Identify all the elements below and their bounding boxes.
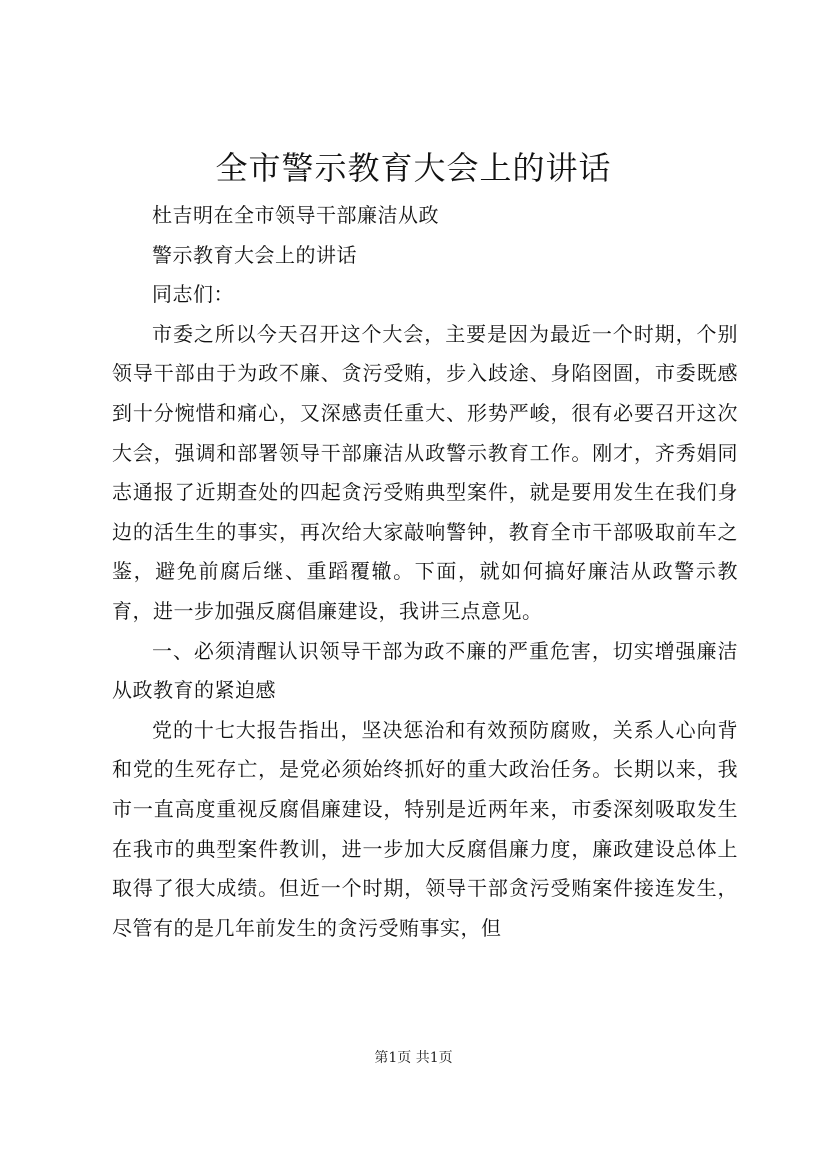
document-title: 全市警示教育大会上的讲话 — [215, 149, 612, 187]
occasion-line: 警示教育大会上的讲话 — [152, 242, 357, 267]
document-body — [112, 196, 738, 948]
speaker-line: 杜吉明在全市领导干部廉洁从政 — [152, 203, 439, 227]
body-paragraph-intro: 市委之所以今天召开这个大会，主要是因为最近一个时期，个别领导干部由于为政不廉、贪污受贿，步入歧途、身陷囹圄，市委既感到十分惋惜和痛心，又深感责任重大、形势严峻，很有必要召开这次大会，强调和部署领导干部廉洁从政警示教育工作。刚才，齐秀娟同志通报了近期查处的四起贪污受贿典型案件，就是要用发生在我们身边的活生生的事实，再次给大家敲响警钟，教育全市干部吸取前车之鉴，避免前腐后继、重蹈覆辙。下面，就如何搞好廉洁从政警示教育，进一步加强反腐倡廉建设，我讲三点意见。 — [112, 321, 738, 623]
body-paragraph-section-1: 党的十七大报告指出，坚决惩治和有效预防腐败，关系人心向背和党的生死存亡，是党必须始终抓好的重大政治任务。长期以来，我市一直高度重视反腐倡廉建设，特别是近两年来，市委深刻吸取发生在我市的典型案件教训，进一步加大反腐倡廉力度，廉政建设总体上取得了很大成绩。但近一个时期，领导干部贪污受贿案件接连发生，尽管有的是几年前发生的贪污受贿事实，但 — [112, 717, 738, 940]
salutation: 同志们： — [152, 282, 234, 307]
section-heading-1: 一、必须清醒认识领导干部为政不廉的严重危害，切实增强廉洁从政教育的紧迫感 — [112, 638, 738, 703]
page-number-footer: 第1页 共1页 — [374, 1050, 453, 1066]
